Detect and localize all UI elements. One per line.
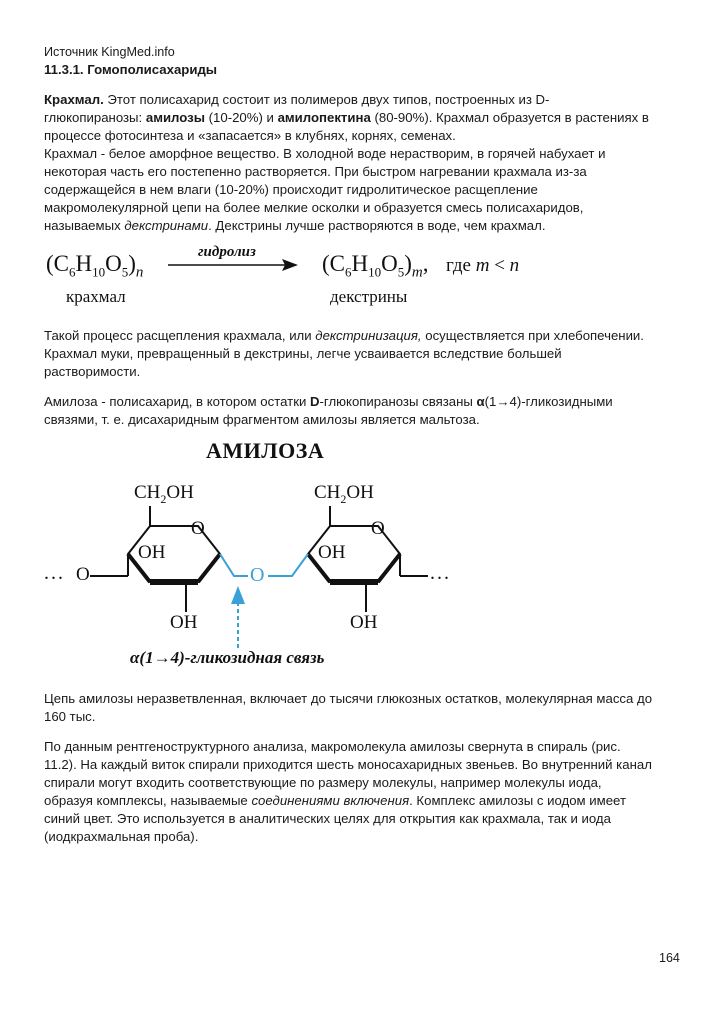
oh-ring-right: OH [318, 542, 346, 563]
para6-line2: 11.2). На каждый виток спирали приходится шесть моносахаридных звеньев. Во внутренний канал [44, 757, 652, 772]
para2-line5-post: . Декстрины лучше растворяются в воде, чем крахмал. [208, 218, 546, 233]
para3-line1 [44, 327, 644, 345]
para1-line2-post: (80-90%). Крахмал образуется в растениях в [370, 110, 649, 125]
para4-line1-pre: Амилоза - полисахарид, в котором остатки [44, 394, 310, 409]
para6-line6: (иодкрахмальная проба). [44, 829, 199, 844]
reactant-formula: $(C_6H_{10}O_5)_n$ [46, 251, 144, 281]
para2-line3: содержащейся в нем влаги (10-20%) происходит гидролитическое расщепление [44, 182, 538, 197]
ring-o-left: O [191, 518, 205, 539]
term-dextrins: декстринами [124, 218, 209, 233]
para6-line3: спирали могут входить соответствующие по размеру молекулы, например молекулы иода, [44, 775, 602, 790]
para6-line1: По данным рентгеноструктурного анализа, макромолекула амилозы свернута в спираль (рис. [44, 739, 621, 754]
amylose-figure [30, 436, 490, 676]
figure-title: АМИЛОЗА [206, 438, 325, 463]
term-starch: Крахмал. [44, 92, 104, 107]
term-d: D [310, 394, 320, 409]
section-title: 11.3.1. Гомополисахариды [44, 62, 218, 77]
bridge-oxygen: O [250, 564, 265, 586]
para3-line2: Крахмал муки, превращенный в декстрины, легче усваивается вследствие большей [44, 346, 562, 361]
oh-ring-left: OH [138, 542, 166, 563]
para2-line5-pre: называемых [44, 218, 125, 233]
product-formula: $(C_6H_{10}O_5)_m$, [322, 251, 429, 281]
amylose-rings-drawing [30, 436, 490, 676]
ring-o-right: O [371, 518, 385, 539]
term-dextrinization: декстринизация, [315, 328, 422, 343]
para2-line1: Крахмал - белое аморфное вещество. В холодной воде нерастворим, в горячей набухает и [44, 146, 606, 161]
term-inclusion-compounds: соединениями включения [251, 793, 410, 808]
ch2oh-left: $CH_2OH$ [134, 482, 194, 506]
para4-line1-post: (1→4)-гликозидными [484, 394, 613, 409]
para1-line2-mid: (10-20%) и [204, 110, 278, 125]
para3-line3: растворимости. [44, 364, 141, 379]
term-amylopectin: амилопектина [277, 110, 371, 125]
ch2oh-right: $CH_2OH$ [314, 482, 374, 506]
para6-line4-post: . Комплекс амилозы с иодом имеет [409, 793, 626, 808]
left-end-oxygen: O [76, 564, 90, 585]
para2-line2: некоторая часть его постепенно растворяется. При быстром нагревании крахмала из-за [44, 164, 587, 179]
para5-line2: 160 тыс. [44, 709, 96, 724]
reactant-name: крахмал [66, 287, 126, 306]
para3-line1-post: осуществляется при хлебопечении. [421, 328, 644, 343]
para5-line1: Цепь амилозы неразветвленная, включает до тысячи глюкозных остатков, молекулярная масса до [44, 691, 653, 706]
para6-line5: синий цвет. Это используется в аналитических целях для открытия как крахмала, так и иода [44, 811, 611, 826]
para4-line2: связями, т. е. дисахаридным фрагментом амилозы является мальтоза. [44, 412, 480, 427]
para3-line1-pre: Такой процесс расщепления крахмала, или [44, 328, 316, 343]
para1-line2 [44, 109, 649, 127]
arrow-label: гидролиз [198, 244, 256, 260]
reaction-condition: где m < n [446, 255, 520, 276]
para6-line4-pre: образуя комплексы, называемые [44, 793, 252, 808]
term-alpha: α [476, 394, 485, 409]
page-number: 164 [659, 951, 680, 965]
para1-line1 [44, 91, 549, 109]
chain-continuation-right: ... [430, 562, 451, 584]
para4-line1 [44, 393, 613, 411]
source-note: Источник KingMed.info [44, 45, 175, 59]
para1-line2-pre: глюкопиранозы: [44, 110, 146, 125]
oh-bottom-left: OH [170, 612, 198, 633]
para2-line5 [44, 217, 545, 235]
bond-label: α(1→4)-гликозидная связь [130, 648, 325, 667]
para2-line4: макромолекулярной цепи на более мелкие осколки и образуется смесь полисахаридов, [44, 200, 584, 215]
para4-line1-mid: -глюкопиранозы связаны [319, 394, 477, 409]
para1-line1-text: Этот полисахарид состоит из полимеров двух типов, построенных из D- [103, 92, 550, 107]
chain-continuation-left: ... [44, 562, 65, 584]
para6-line4 [44, 792, 626, 810]
reaction-arrow-icon [166, 258, 302, 272]
term-amylose: амилозы [145, 110, 205, 125]
product-name: декстрины [330, 287, 408, 306]
para1-line3: процессе фотосинтеза и «запасается» в клубнях, корнях, семенах. [44, 128, 456, 143]
oh-bottom-right: OH [350, 612, 378, 633]
